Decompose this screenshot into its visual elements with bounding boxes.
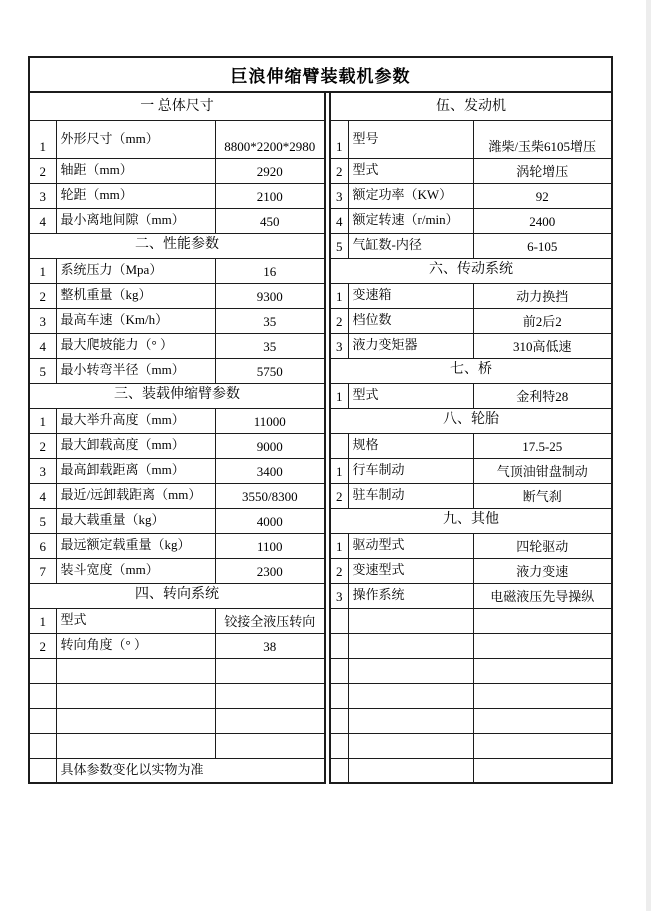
param-label: 装斗宽度（mm） — [56, 558, 215, 583]
spec-tables — [28, 91, 613, 784]
row-number — [29, 758, 56, 783]
table-row — [330, 308, 612, 333]
param-value: 11000 — [215, 408, 325, 433]
table-row — [330, 758, 612, 783]
row-number: 2 — [29, 283, 56, 308]
table-row — [330, 408, 612, 433]
empty-cell — [56, 683, 215, 708]
param-value: 2300 — [215, 558, 325, 583]
section-header: 七、桥 — [330, 358, 612, 383]
param-value: 35 — [215, 308, 325, 333]
table-row — [29, 208, 325, 233]
row-number: 3 — [330, 333, 348, 358]
row-number: 1 — [330, 458, 348, 483]
table-row — [29, 458, 325, 483]
param-value: 16 — [215, 258, 325, 283]
param-label: 液力变矩器 — [348, 333, 473, 358]
param-label: 最小转弯半径（mm） — [56, 358, 215, 383]
param-value: 450 — [215, 208, 325, 233]
empty-cell — [215, 708, 325, 733]
empty-cell — [473, 658, 612, 683]
page-edge — [646, 0, 651, 911]
param-label: 最高车速（Km/h） — [56, 308, 215, 333]
table-row — [330, 633, 612, 658]
empty-cell — [215, 683, 325, 708]
section-header: 三、装载伸缩臂参数 — [29, 383, 325, 408]
spec-sheet — [28, 56, 613, 784]
table-row — [29, 183, 325, 208]
param-label: 驻车制动 — [348, 483, 473, 508]
section-header: 一 总体尺寸 — [29, 92, 325, 120]
param-label: 最大卸载高度（mm） — [56, 433, 215, 458]
param-value: 动力换挡 — [473, 283, 612, 308]
empty-cell — [215, 733, 325, 758]
empty-cell — [330, 758, 348, 783]
empty-cell — [56, 708, 215, 733]
empty-cell — [473, 608, 612, 633]
table-row — [330, 583, 612, 608]
row-number: 4 — [29, 333, 56, 358]
param-value: 涡轮增压 — [473, 158, 612, 183]
row-number — [330, 433, 348, 458]
param-value: 17.5-25 — [473, 433, 612, 458]
empty-cell — [330, 683, 348, 708]
param-value: 液力变速 — [473, 558, 612, 583]
empty-cell — [330, 608, 348, 633]
empty-cell — [330, 658, 348, 683]
table-row — [29, 483, 325, 508]
empty-cell — [473, 733, 612, 758]
table-row — [330, 483, 612, 508]
param-label: 型式 — [348, 383, 473, 408]
table-row — [330, 433, 612, 458]
empty-cell — [473, 683, 612, 708]
row-number: 1 — [330, 533, 348, 558]
param-label: 变速型式 — [348, 558, 473, 583]
section-header: 九、其他 — [330, 508, 612, 533]
param-label: 型号 — [348, 120, 473, 158]
param-value: 92 — [473, 183, 612, 208]
table-row — [29, 120, 325, 158]
table-row — [29, 308, 325, 333]
row-number: 1 — [330, 283, 348, 308]
row-number: 3 — [330, 583, 348, 608]
empty-cell — [56, 658, 215, 683]
row-number: 1 — [330, 383, 348, 408]
table-row — [29, 608, 325, 633]
row-number: 4 — [29, 483, 56, 508]
section-header: 四、转向系统 — [29, 583, 325, 608]
table-row — [330, 208, 612, 233]
row-number: 2 — [29, 158, 56, 183]
param-label: 外形尺寸（mm） — [56, 120, 215, 158]
table-row — [330, 333, 612, 358]
empty-cell — [29, 658, 56, 683]
empty-cell — [348, 608, 473, 633]
table-row — [330, 283, 612, 308]
table-row — [29, 658, 325, 683]
param-label: 额定转速（r/min） — [348, 208, 473, 233]
empty-cell — [473, 708, 612, 733]
param-value: 6-105 — [473, 233, 612, 258]
param-label: 转向角度（° ） — [56, 633, 215, 658]
empty-cell — [29, 683, 56, 708]
table-row — [29, 533, 325, 558]
table-row — [330, 683, 612, 708]
param-value: 5750 — [215, 358, 325, 383]
table-row — [29, 358, 325, 383]
table-row — [29, 758, 325, 783]
param-label: 最近/远卸载距离（mm） — [56, 483, 215, 508]
empty-cell — [348, 633, 473, 658]
param-value: 四轮驱动 — [473, 533, 612, 558]
table-row — [330, 508, 612, 533]
table-row — [29, 683, 325, 708]
row-number: 2 — [330, 483, 348, 508]
empty-cell — [56, 733, 215, 758]
param-value: 2400 — [473, 208, 612, 233]
table-row — [29, 158, 325, 183]
table-row — [330, 608, 612, 633]
row-number: 3 — [29, 458, 56, 483]
param-value: 气顶油钳盘制动 — [473, 458, 612, 483]
row-number: 2 — [29, 433, 56, 458]
section-header: 伍、发动机 — [330, 92, 612, 120]
table-row — [330, 708, 612, 733]
row-number: 4 — [330, 208, 348, 233]
table-row — [29, 258, 325, 283]
param-label: 额定功率（KW） — [348, 183, 473, 208]
table-row — [330, 533, 612, 558]
param-value: 4000 — [215, 508, 325, 533]
row-number: 1 — [330, 120, 348, 158]
empty-cell — [330, 633, 348, 658]
table-row — [330, 92, 612, 120]
param-value: 310高低速 — [473, 333, 612, 358]
table-row — [330, 458, 612, 483]
row-number: 5 — [330, 233, 348, 258]
row-number: 7 — [29, 558, 56, 583]
table-row — [330, 383, 612, 408]
param-label: 最高卸载距离（mm） — [56, 458, 215, 483]
row-number: 1 — [29, 120, 56, 158]
section-header: 二、性能参数 — [29, 233, 325, 258]
empty-cell — [29, 733, 56, 758]
param-label: 最远额定载重量（kg） — [56, 533, 215, 558]
table-row — [29, 583, 325, 608]
table-row — [29, 333, 325, 358]
param-label: 型式 — [348, 158, 473, 183]
table-row — [29, 508, 325, 533]
param-value: 前2后2 — [473, 308, 612, 333]
row-number: 3 — [29, 308, 56, 333]
table-row — [330, 658, 612, 683]
table-row — [29, 383, 325, 408]
table-row — [330, 733, 612, 758]
param-label: 最大爬坡能力（° ） — [56, 333, 215, 358]
param-label: 最大举升高度（mm） — [56, 408, 215, 433]
param-label: 最小离地间隙（mm） — [56, 208, 215, 233]
empty-cell — [473, 633, 612, 658]
param-label: 行车制动 — [348, 458, 473, 483]
empty-cell — [473, 758, 612, 783]
row-number: 3 — [330, 183, 348, 208]
table-row — [330, 120, 612, 158]
row-number: 4 — [29, 208, 56, 233]
table-row — [330, 558, 612, 583]
row-number: 2 — [330, 558, 348, 583]
param-value: 1100 — [215, 533, 325, 558]
right-spec-table — [329, 91, 613, 784]
table-row — [29, 558, 325, 583]
row-number: 5 — [29, 358, 56, 383]
empty-cell — [29, 708, 56, 733]
param-value: 8800*2200*2980 — [215, 120, 325, 158]
param-label: 气缸数-内径 — [348, 233, 473, 258]
table-row — [29, 733, 325, 758]
table-row — [330, 158, 612, 183]
param-value: 潍柴/玉柴6105增压 — [473, 120, 612, 158]
table-row — [29, 408, 325, 433]
table-row — [29, 233, 325, 258]
param-value: 9000 — [215, 433, 325, 458]
param-value: 电磁液压先导操纵 — [473, 583, 612, 608]
table-row — [330, 183, 612, 208]
param-value: 38 — [215, 633, 325, 658]
row-number: 1 — [29, 608, 56, 633]
table-row — [330, 358, 612, 383]
table-row — [330, 233, 612, 258]
param-value: 断气刹 — [473, 483, 612, 508]
row-number: 1 — [29, 258, 56, 283]
param-value: 2100 — [215, 183, 325, 208]
param-label: 驱动型式 — [348, 533, 473, 558]
empty-cell — [330, 733, 348, 758]
param-value: 3550/8300 — [215, 483, 325, 508]
table-row — [330, 258, 612, 283]
param-label: 轴距（mm） — [56, 158, 215, 183]
table-row — [29, 708, 325, 733]
empty-cell — [215, 658, 325, 683]
param-label: 变速箱 — [348, 283, 473, 308]
section-header: 六、传动系统 — [330, 258, 612, 283]
param-value: 3400 — [215, 458, 325, 483]
param-value: 金利特28 — [473, 383, 612, 408]
left-spec-table — [28, 91, 326, 784]
empty-cell — [348, 733, 473, 758]
param-label: 最大载重量（kg） — [56, 508, 215, 533]
row-number: 2 — [29, 633, 56, 658]
empty-cell — [348, 708, 473, 733]
row-number: 6 — [29, 533, 56, 558]
row-number: 2 — [330, 158, 348, 183]
param-label: 系统压力（Mpa） — [56, 258, 215, 283]
param-value: 2920 — [215, 158, 325, 183]
param-label: 轮距（mm） — [56, 183, 215, 208]
table-row — [29, 633, 325, 658]
param-value: 铰接全液压转向 — [215, 608, 325, 633]
param-label: 操作系统 — [348, 583, 473, 608]
section-header: 八、轮胎 — [330, 408, 612, 433]
row-number: 5 — [29, 508, 56, 533]
row-number: 1 — [29, 408, 56, 433]
row-number: 3 — [29, 183, 56, 208]
page-title: 巨浪伸缩臂装载机参数 — [28, 56, 613, 93]
empty-cell — [348, 758, 473, 783]
empty-cell — [348, 658, 473, 683]
empty-cell — [330, 708, 348, 733]
param-label: 整机重量（kg） — [56, 283, 215, 308]
empty-cell — [348, 683, 473, 708]
param-value: 35 — [215, 333, 325, 358]
param-label: 型式 — [56, 608, 215, 633]
row-number: 2 — [330, 308, 348, 333]
param-label: 档位数 — [348, 308, 473, 333]
footnote-cell: 具体参数变化以实物为准 — [56, 758, 325, 783]
param-value: 9300 — [215, 283, 325, 308]
table-row — [29, 433, 325, 458]
param-label: 规格 — [348, 433, 473, 458]
table-row — [29, 283, 325, 308]
table-row — [29, 92, 325, 120]
